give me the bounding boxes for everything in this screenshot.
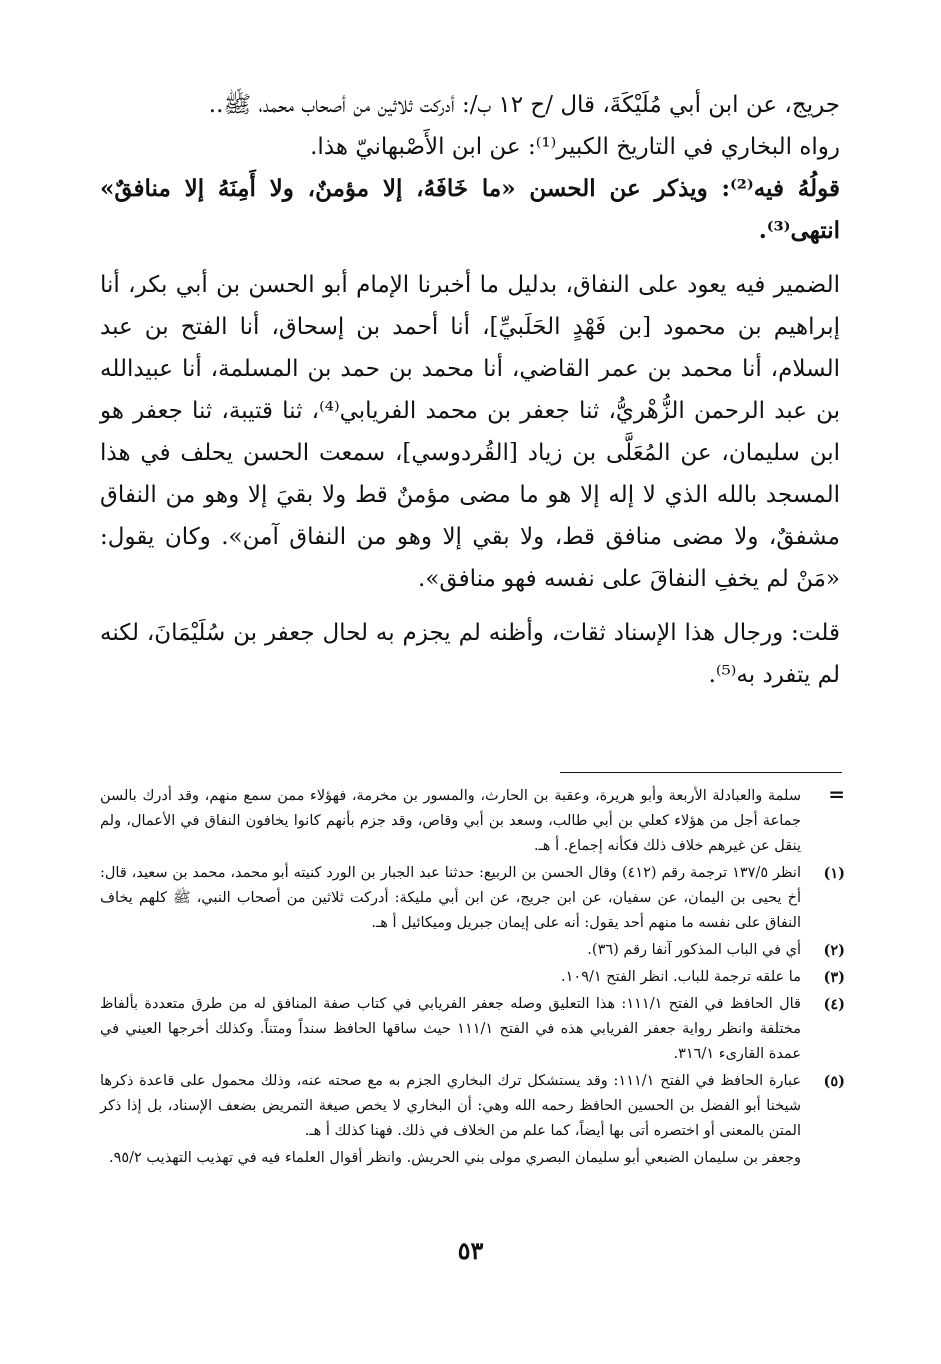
footnote-2	[100, 938, 845, 963]
footnote-text: عبارة الحافظ في الفتح ١١١/١: وقد يستشكل ترك البخاري الجزم به مع صحته عنه، وذلك محمول على قاعدة ذكرها شيخنا أبو الفضل بن الحسين الحافظ رحمه الله وهي: أن البخاري لا يخص صيغة التمريض بضعف الإسناد، بل إذا ذكر المتن بالمعنى أو اختصره أتى بها أيضاً، كما علم من الخلاف في ذلك. فهنا كذلك أ هـ.	[100, 1073, 801, 1139]
footnote-5-continuation: وجعفر بن سليمان الضبعي أبو سليمان البصري مولى بني الحريش. وانظر أقوال العلماء فيه في تهذيب التهذيب ٩٥/٢.	[108, 1150, 801, 1166]
footnote-4	[100, 992, 845, 1067]
footnote-number: (٥)	[823, 1073, 845, 1090]
footnote-1	[100, 861, 845, 936]
footnote-number: (٤)	[823, 996, 845, 1013]
footnote-number: (١)	[823, 865, 845, 882]
footnote-divider	[560, 772, 842, 773]
footnote-5	[100, 1069, 845, 1144]
main-paragraph-3: قولُهُ فيه⁽²⁾: ويذكر عن الحسن «ما خَافَهُ، إلا مؤمنٌ، ولا أَمِنَهُ إلا منافقٌ» انتهى⁽³⁾.	[100, 175, 840, 244]
continuation-marker: =	[828, 782, 845, 806]
main-text-block	[100, 84, 840, 696]
main-paragraph-4: الضمير فيه يعود على النفاق، بدليل ما أخبرنا الإمام أبو الحسن بن أبي بكر، أنا إبراهيم بن محمود [بن فَهْدٍ الحَلَبيِّ]، أنا أحمد بن إسحاق، أنا الفتح بن عبد السلام، أنا محمد بن عمر القاضي، أنا محمد بن حمد بن المسلمة، أنا عبيدالله بن عبد الرحمن الزُّهْريُّ، ثنا جعفر بن محمد الفريابي⁽⁴⁾، ثنا قتيبة، ثنا جعفر هو ابن سليمان، عن المُعَلَّى بن زياد [القُردوسي]، سمعت الحسن يحلف في هذا المسجد بالله الذي لا إله إلا هو ما مضى مؤمنٌ قط ولا بقيَ إلا وهو من النفاق مشفقٌ، ولا مضى منافق قط، ولا بقي إلا وهو من النفاق آمن». وكان يقول: «مَنْ لم يخفِ النفاقَ على نفسه فهو منافق».	[100, 272, 840, 592]
footnotes-block	[100, 784, 845, 1171]
footnote-number: (٢)	[823, 942, 845, 959]
main-paragraph-5: قلت: ورجال هذا الإسناد ثقات، وأظنه لم يجزم به لحال جعفر بن سُلَيْمَانَ، لكنه لم يتفرد به⁽⁵⁾.	[100, 620, 840, 688]
footnote-text: قال الحافظ في الفتح ١١١/١: هذا التعليق وصله جعفر الفريابي في كتاب صفة المنافق له من طرق متعددة بألفاظ مختلفة وانظر رواية جعفر الفريابي هذه في الفتح ١١١/١ حيث ساقها الحافظ سنداً ومتناً. وكذلك أخرجها العيني في عمدة القارىء ٣١٦/١.	[100, 996, 801, 1062]
footnote-text: ما علقه ترجمة للباب. انظر الفتح ١٠٩/١.	[561, 969, 801, 985]
footnote-text: انظر ١٣٧/٥ ترجمة رقم (٤١٢) وقال الحسن بن الربيع: حدثنا عبد الجبار بن الورد كنيته أبو محمد، محمد بن سعيد، قال: أخ يحيى بن اليمان، عن سفيان، عن ابن جريج، عن ابن أبي مليكة: أدركت ثلاثين من أصحاب النبي، ﷺ كلهم يخاف النفاق على نفسه ما منهم أحد يقول: أنه على إيمان جبريل وميكائيل أ هـ.	[100, 865, 801, 931]
footnote-continuation	[100, 784, 845, 859]
footnote-3	[100, 965, 845, 990]
page-number: ٥٣	[457, 1236, 484, 1265]
footnote-text: أي في الباب المذكور آنفا رقم (٣٦).	[587, 942, 801, 958]
footnote-number: (٣)	[823, 969, 845, 986]
footnote-continuation-text: سلمة والعبادلة الأربعة وأبو هريرة، وعقبة بن الحارث، والمسور بن مخرمة، فهؤلاء ممن سمع منهم، وقد أدرك بالسن جماعة أجل من هؤلاء كعلي بن أبي طالب، وسعد بن أبي وقاص، وقد جزم بأنهم كانوا يخافون النفاق في الأعمال، ولم ينقل عن غيرهم خلاف ذلك فكأنه إجماع. أ هـ.	[100, 788, 801, 854]
main-paragraph-1: جريج، عن ابن أبي مُلَيْكَةَ، قال /ح ١٢ ب/: أدركت ثلاثين من أصحاب محمد، ﷺ..	[208, 92, 840, 118]
main-paragraph-2: رواه البخاري في التاريخ الكبير⁽¹⁾: عن ابن الأَصْبهانيّ هذا.	[310, 134, 840, 160]
